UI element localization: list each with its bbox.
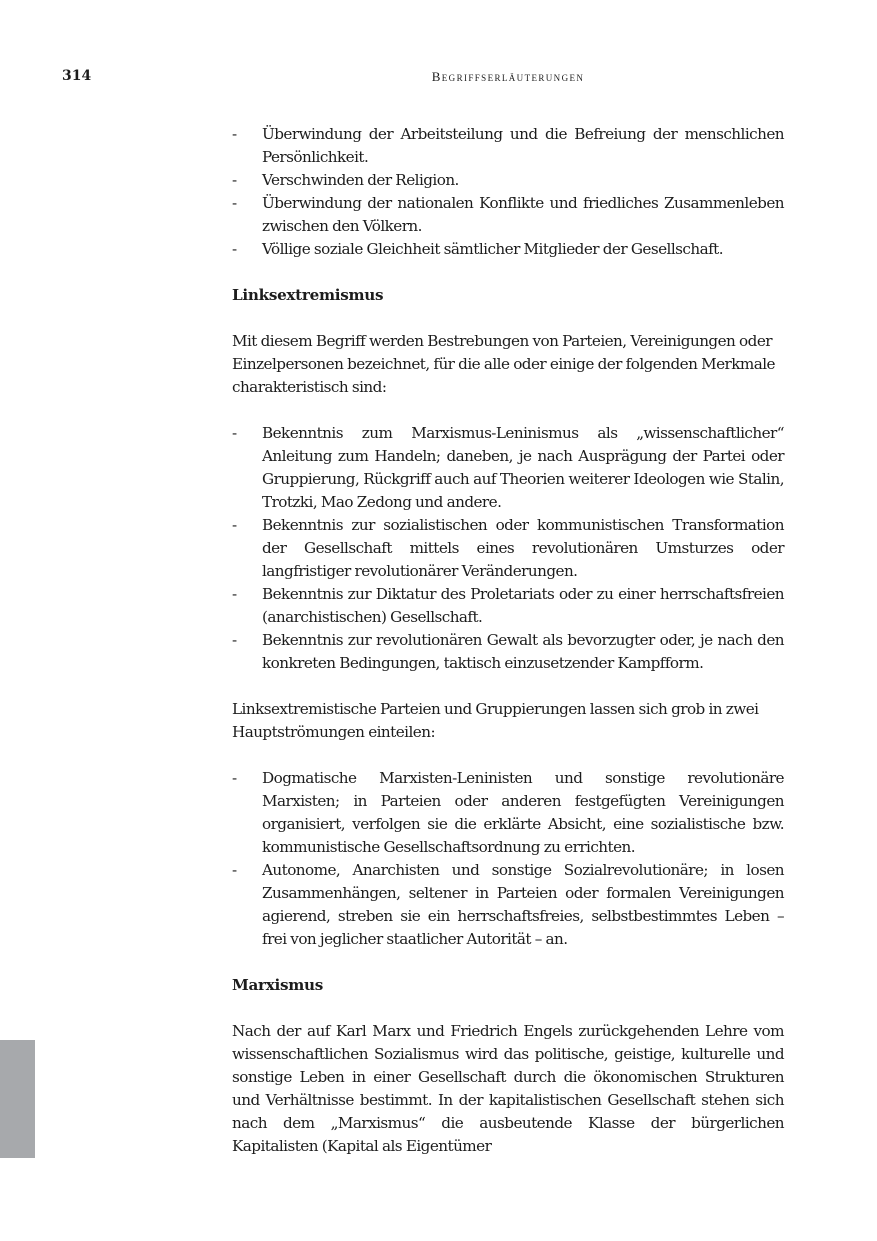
paragraph: Mit diesem Begriff werden Bestrebungen von Parteien, Vereinigungen oder Einzelpersonen bezeichnet, für die alle oder einige der folgenden Merkmale charakteristisch sind: <box>232 332 775 396</box>
section-heading-marxismus: Marxismus <box>232 976 323 994</box>
list-item: - Völlige soziale Gleichheit sämtlicher Mitglieder der Gesellschaft. <box>232 238 784 261</box>
list-item: - Bekenntnis zur Diktatur des Proletariats oder zu einer herrschaftsfreien (anarchistischen) Gesellschaft. <box>232 583 784 629</box>
running-head: Begriffserläuterungen <box>431 69 585 84</box>
characteristics-list <box>232 422 784 675</box>
thumb-index-tab <box>0 1040 35 1158</box>
list-item: - Überwindung der Arbeitsteilung und die Befreiung der menschlichen Persönlichkeit. <box>232 123 784 169</box>
list-item: - Dogmatische Marxisten-Leninisten und sonstige revolutionäre Marxisten; in Parteien oder anderen festgefügten Vereinigungen organisiert, verfolgen sie die erklärte Absicht, eine sozialistische bzw. kommunistische Gesellschaftsordnung zu errichten. <box>232 767 784 859</box>
list-item: - Überwindung der nationalen Konflikte und friedliches Zusammenleben zwischen den Völkern. <box>232 192 784 238</box>
list-item: - Bekenntnis zum Marxismus-Leninismus als „wissenschaftlicher“ Anleitung zum Handeln; daneben, je nach Ausprägung der Partei oder Gruppierung, Rückgriff auch auf Theorien weiterer Ideologen wie Stalin, Trotzki, Mao Zedong und andere. <box>232 422 784 514</box>
page-number: 314 <box>62 68 92 84</box>
section-heading-linksextremismus: Linksextremismus <box>232 286 384 304</box>
currents-list <box>232 767 784 951</box>
list-item: - Autonome, Anarchisten und sonstige Sozialrevolutionäre; in losen Zusammenhängen, seltener in Parteien oder formalen Vereinigungen agierend, streben sie ein herrschaftsfreies, selbstbestimmtes Leben – frei von jeglicher staatlicher Autorität – an. <box>232 859 784 951</box>
paragraph: Linksextremistische Parteien und Gruppierungen lassen sich grob in zwei Hauptströmungen einteilen: <box>232 700 759 741</box>
paragraph: Nach der auf Karl Marx und Friedrich Engels zurückgehenden Lehre vom wissenschaftlichen Sozialismus wird das politische, geistige, kulturelle und sonstige Leben in einer Gesellschaft durch die ökonomischen Strukturen und Verhältnisse bestimmt. In der kapitalistischen Gesellschaft stehen sich nach dem „Marxismus“ die ausbeutende Klasse der bürgerlichen Kapitalisten (Kapital als Eigentümer <box>232 1022 784 1155</box>
list-item: - Verschwinden der Religion. <box>232 169 784 192</box>
intro-list <box>232 123 784 261</box>
list-item: - Bekenntnis zur revolutionären Gewalt als bevorzugter oder, je nach den konkreten Bedingungen, taktisch einzusetzender Kampfform. <box>232 629 784 675</box>
page-body <box>232 123 784 1158</box>
list-item: - Bekenntnis zur sozialistischen oder kommunistischen Transformation der Gesellschaft mittels eines revolutionären Umsturzes oder langfristiger revolutionärer Veränderungen. <box>232 514 784 583</box>
